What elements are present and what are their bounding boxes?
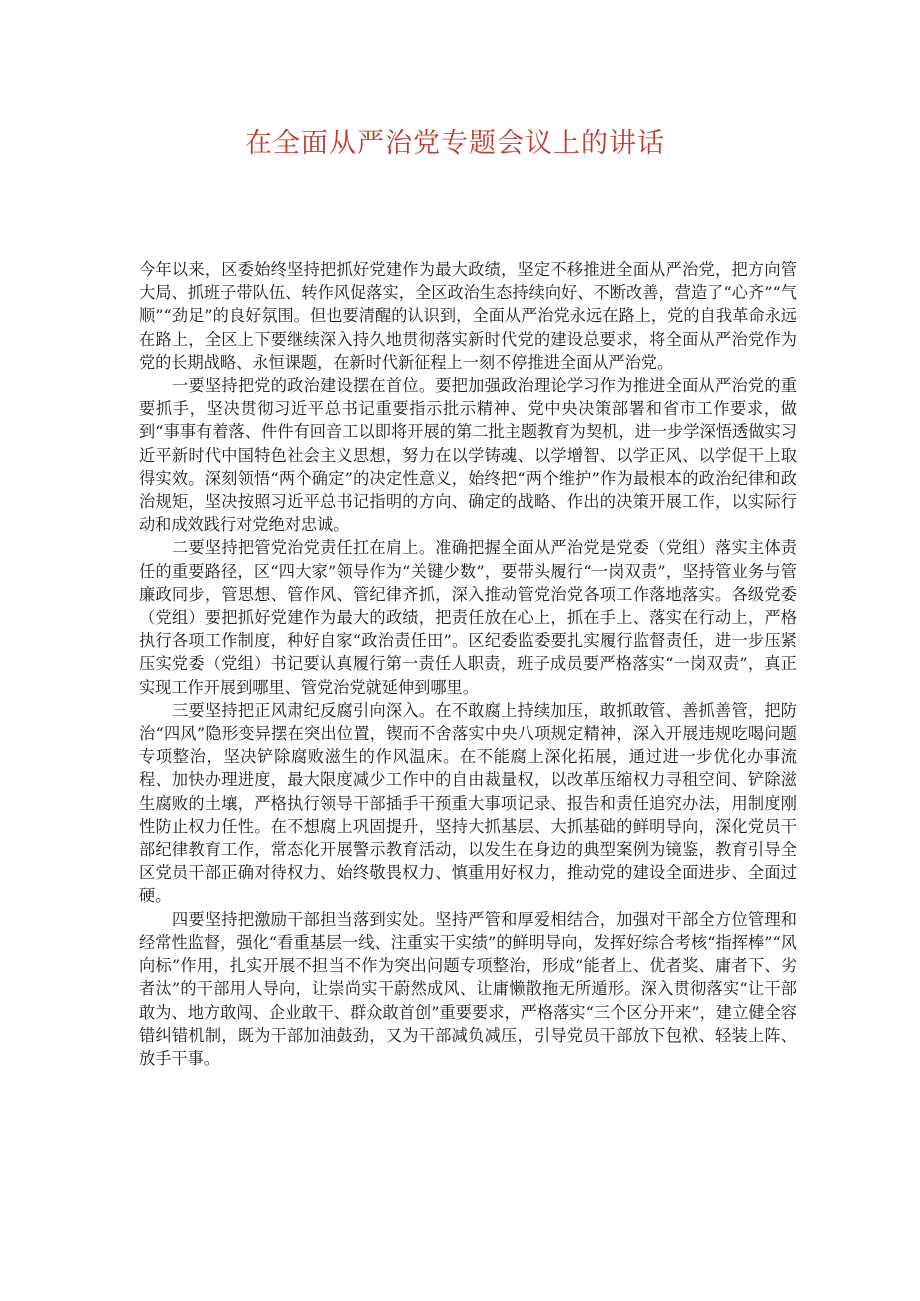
paragraph-anti-corruption: 三要坚持把正风肃纪反腐引向深入。在不敢腐上持续加压，敢抓敢管、善抓善管，把防治“四风”隐形变异摆在突出位置，锲而不舍落实中央八项规定精神，深入开展违规吃喝问题专项整治，坚决铲除腐败滋生的作风温床。在不能腐上深化拓展，通过进一步优化办事流程、加快办理进度，最大限度减少工作中的自由裁量权，以改革压缩权力寻租空间、铲除滋生腐败的土壤，严格执行领导干部插手干预重大事项记录、报告和责任追究办法，用制度刚性防止权力任性。在不想腐上巩固提升，坚持大抓基层、大抓基础的鲜明导向，深化党员干部纪律教育工作，常态化开展警示教育活动，以发生在身边的典型案例为镜鉴，教育引导全区党员干部正确对待权力、始终敬畏权力、慎重用好权力，推动党的建设全面进步、全面过硬。 xyxy=(139,700,797,906)
paragraph-party-responsibility: 二要坚持把管党治党责任扛在肩上。准确把握全面从严治党是党委（党组）落实主体责任的重要路径，区“四大家”领导作为“关键少数”，要带头履行“一岗双责”，坚持管业务与管廉政同步，管思想、管作风、管纪律齐抓，深入推动管党治党各项工作落地落实。各级党委（党组）要把抓好党建作为最大的政绩，把责任放在心上，抓在手上、落实在行动上，严格执行各项工作制度，种好自家“政治责任田”。区纪委监委要扎实履行监督责任，进一步压紧压实党委（党组）书记要认真履行第一责任人职责，班子成员要严格落实“一岗双责”，真正实现工作开展到哪里、管党治党就延伸到哪里。 xyxy=(139,538,797,697)
document-title: 在全面从严治党专题会议上的讲话 xyxy=(245,128,665,159)
document-body xyxy=(139,258,797,1070)
paragraph-intro: 今年以来，区委始终坚持把抓好党建作为最大政绩，坚定不移推进全面从严治党，把方向管大局、抓班子带队伍、转作风促落实，全区政治生态持续向好、不断改善，营造了“心齐”“气顺”“劲足”的良好氛围。但也要清醒的认识到，全面从严治党永远在路上，党的自我革命永远在路上，全区上下要继续深入持久地贯彻落实新时代党的建设总要求，将全面从严治党作为党的长期战略、永恒课题，在新时代新征程上一刻不停推进全面从严治党。 xyxy=(139,260,797,372)
paragraph-political-building: 一要坚持把党的政治建设摆在首位。要把加强政治理论学习作为推进全面从严治党的重要抓手，坚决贯彻习近平总书记重要指示批示精神、党中央决策部署和省市工作要求，做到“事事有着落、件件有回音工以即将开展的第二批主题教育为契机，进一步学深悟透做实习近平新时代中国特色社会主义思想，努力在以学铸魂、以学增智、以学正风、以学促干上取得实效。深刻领悟“两个确定”的决定性意义，始终把“两个维护”作为最根本的政治纪律和政治规矩，坚决按照习近平总书记指明的方向、确定的战略、作出的决策开展工作，以实际行动和成效践行对党绝对忠诚。 xyxy=(139,376,797,535)
paragraph-cadre-incentive: 四要坚持把激励干部担当落到实处。坚持严管和厚爱相结合，加强对干部全方位管理和经常性监督，强化“看重基层一线、注重实干实绩”的鲜明导向，发挥好综合考核“指挥棒”“风向标”作用，扎实开展不担当不作为突出问题专项整治，形成“能者上、优者奖、庸者下、劣者汰”的干部用人导向，让崇尚实干蔚然成风、让庸懒散拖无所遁形。深入贯彻落实“让干部敢为、地方敢闯、企业敢干、群众敢首创”重要要求，严格落实“三个区分开来”，建立健全容错纠错机制，既为干部加油鼓劲，又为干部减负减压，引导党员干部放下包袱、轻装上阵、放手干事。 xyxy=(139,909,797,1068)
